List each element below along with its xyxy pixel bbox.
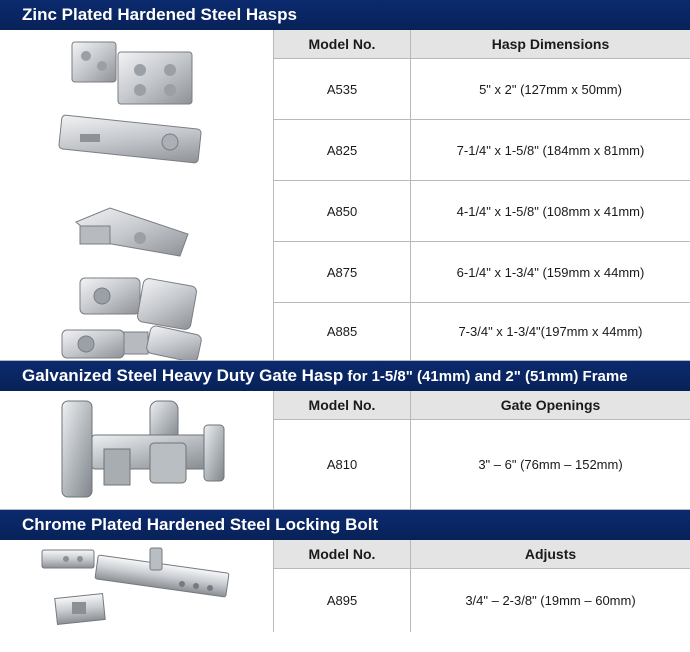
model-cell: A810 <box>274 420 411 509</box>
header-model-no: Model No. <box>274 391 411 419</box>
section-title <box>0 361 690 391</box>
opening-cell: 3" – 6" (76mm – 152mm) <box>478 457 623 472</box>
model-cell: A885 <box>274 303 411 360</box>
hasp-a850-image <box>76 208 188 256</box>
header-hasp-dimensions: Hasp Dimensions <box>491 36 610 52</box>
header-gate-openings: Gate Openings <box>500 397 601 413</box>
adjusts-cell: 3/4" – 2-3/8" (19mm – 60mm) <box>465 593 636 608</box>
table-row <box>274 181 690 242</box>
hasp-a875-image <box>80 278 197 331</box>
hasp-a825-image <box>59 115 202 163</box>
table-header <box>274 540 690 569</box>
table-row <box>274 420 690 509</box>
header-adjusts: Adjusts <box>524 546 577 562</box>
dimension-cell: 6-1/4" x 1-3/4" (159mm x 44mm) <box>456 264 645 280</box>
section-title: Zinc Plated Hardened Steel Hasps <box>0 0 690 30</box>
header-model-no: Model No. <box>274 540 411 568</box>
dimension-cell: 4-1/4" x 1-5/8" (108mm x 41mm) <box>456 203 645 219</box>
section-title-main: Galvanized Steel Heavy Duty Gate Hasp <box>22 366 344 385</box>
section-title: Chrome Plated Hardened Steel Locking Bolt <box>0 510 690 540</box>
model-cell: A535 <box>274 59 411 119</box>
hasps-illustration <box>0 30 273 360</box>
gate-hasp-illustration <box>0 391 273 509</box>
model-cell: A850 <box>274 181 411 241</box>
table-row <box>274 242 690 303</box>
dimension-cell: 7-1/4" x 1-5/8" (184mm x 81mm) <box>456 142 645 158</box>
table-row <box>274 569 690 632</box>
section-locking-bolt <box>0 510 690 632</box>
model-cell: A825 <box>274 120 411 180</box>
header-model-no: Model No. <box>274 30 411 58</box>
locking-bolt-image-cell <box>0 540 274 632</box>
section-title-suffix: for 1-5/8" (41mm) and 2" (51mm) Frame <box>343 368 628 385</box>
model-cell: A895 <box>274 569 411 632</box>
gate-hasp-image-cell <box>0 391 274 509</box>
locking-bolt-illustration <box>0 540 273 632</box>
hasp-a885-image <box>62 325 202 360</box>
dimension-cell: 5" x 2" (127mm x 50mm) <box>479 81 622 97</box>
hasp-images <box>0 30 274 360</box>
table-row <box>274 120 690 181</box>
dimension-cell: 7-3/4" x 1-3/4"(197mm x 44mm) <box>458 324 643 339</box>
table-header <box>274 30 690 59</box>
model-cell: A875 <box>274 242 411 302</box>
table-header <box>274 391 690 420</box>
hasp-a535-image <box>72 42 192 104</box>
table-row <box>274 59 690 120</box>
table-row <box>274 303 690 360</box>
section-gate-hasp <box>0 361 690 510</box>
